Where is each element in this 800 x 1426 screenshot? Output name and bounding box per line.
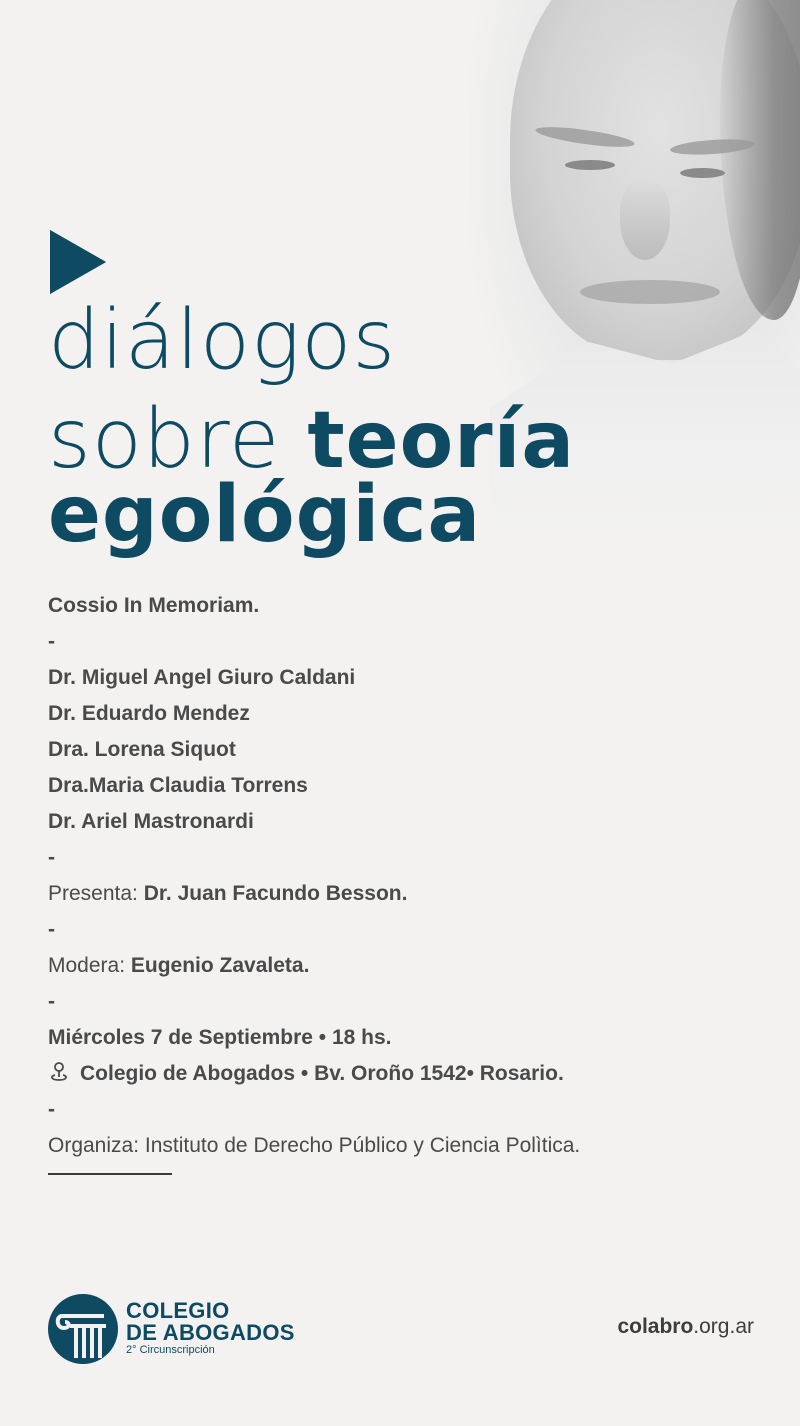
event-date: Miércoles 7 de Septiembre • 18 hs. bbox=[48, 1026, 392, 1049]
website-domain: colabro bbox=[617, 1315, 694, 1338]
separator: - bbox=[48, 1098, 55, 1121]
title-sobre: sobre bbox=[48, 392, 308, 487]
separator: - bbox=[48, 846, 55, 869]
event-info bbox=[48, 588, 788, 1164]
logo-line-3: 2° Circunscripción bbox=[126, 1344, 215, 1356]
moderator bbox=[48, 948, 788, 984]
title-line-1: diálogos bbox=[48, 293, 397, 388]
presenter-label: Presenta: bbox=[48, 882, 144, 905]
speaker: Dr. Miguel Angel Giuro Caldani bbox=[48, 666, 356, 689]
column-logo-icon bbox=[48, 1294, 118, 1364]
logo-line-2: DE ABOGADOS bbox=[126, 1320, 295, 1345]
separator: - bbox=[48, 918, 55, 941]
map-pin-icon bbox=[48, 1061, 70, 1083]
title-teoria: teoría bbox=[307, 396, 575, 486]
website-tld: .org.ar bbox=[693, 1315, 754, 1338]
organizer: Organiza: Instituto de Derecho Público y Ciencia Polìtica. bbox=[48, 1134, 581, 1157]
event-location bbox=[48, 1056, 788, 1092]
location-text: Colegio de Abogados • Bv. Oroño 1542• Rosario. bbox=[80, 1062, 564, 1085]
speaker: Dra. Lorena Siquot bbox=[48, 738, 236, 761]
speaker: Dr. Ariel Mastronardi bbox=[48, 810, 254, 833]
website-link[interactable] bbox=[617, 1315, 754, 1339]
speaker: Dr. Eduardo Mendez bbox=[48, 702, 250, 725]
speaker: Dra.Maria Claudia Torrens bbox=[48, 774, 308, 797]
separator: - bbox=[48, 630, 55, 653]
divider bbox=[48, 1173, 172, 1175]
event-subtitle: Cossio In Memoriam. bbox=[48, 594, 260, 617]
moderator-label: Modera: bbox=[48, 954, 131, 977]
separator: - bbox=[48, 990, 55, 1013]
moderator-name: Eugenio Zavaleta. bbox=[130, 954, 310, 977]
presenter bbox=[48, 876, 788, 912]
logo-line-1: COLEGIO bbox=[126, 1298, 230, 1323]
title-line-3: egológica bbox=[48, 470, 482, 560]
title-line-2 bbox=[48, 390, 575, 487]
presenter-name: Dr. Juan Facundo Besson. bbox=[143, 882, 408, 905]
play-triangle-icon bbox=[50, 230, 106, 294]
